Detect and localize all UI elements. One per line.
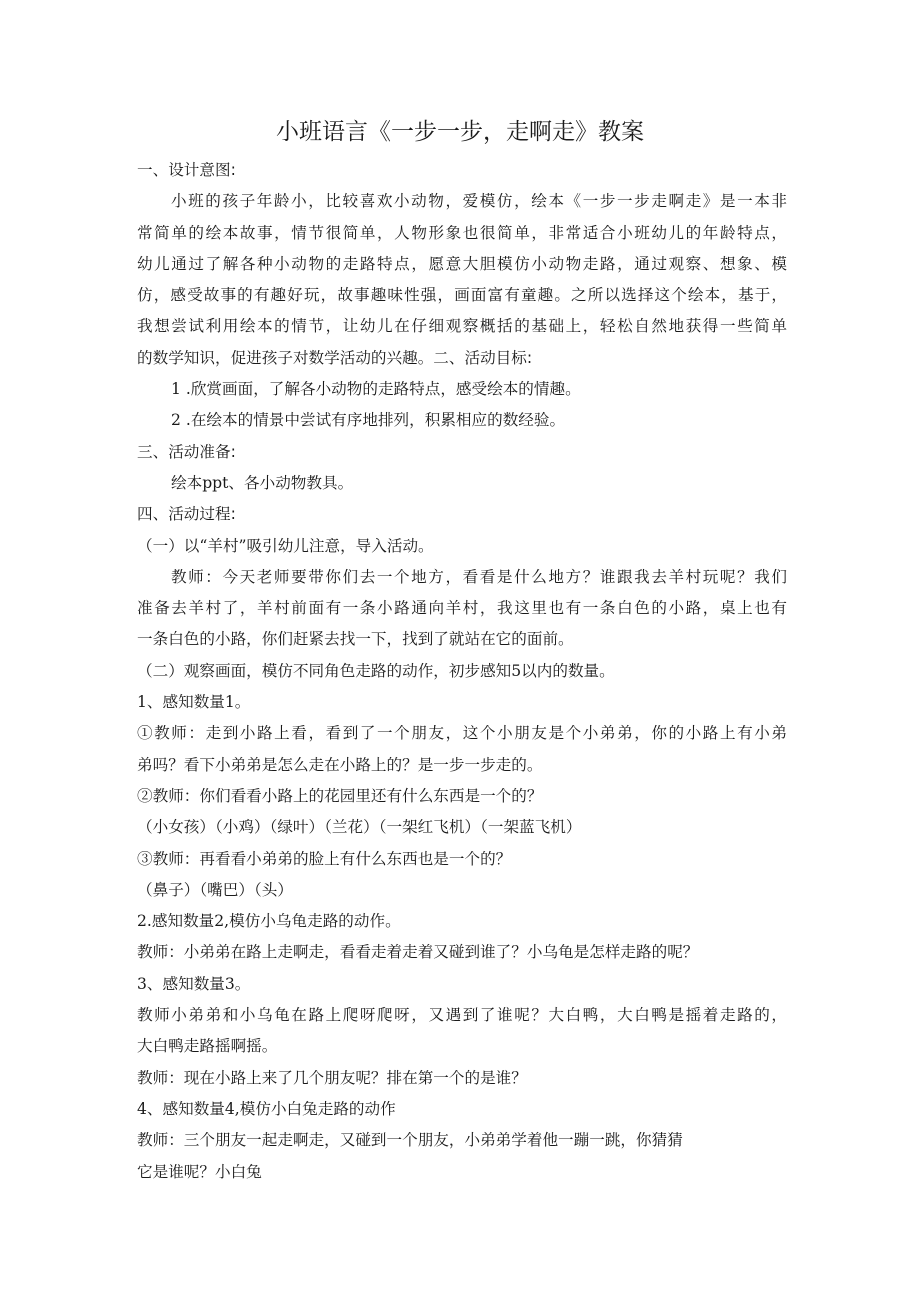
paragraph-line: ①教师：走到小路上看，看到了一个朋友，这个小朋友是个小弟弟，你的小路上有小弟 [137,724,787,743]
paragraph-line: ③教师：再看看小弟弟的脸上有什么东西也是一个的？ [137,849,512,868]
paragraph-line: 小班的孩子年龄小，比较喜欢小动物，爱模仿，绘本《一步一步走啊走》是一本非 [171,192,787,211]
section-heading-goals: 二、活动目标: [433,348,533,367]
section-heading-preparation: 三、活动准备: [137,442,236,461]
paragraph-line: 常简单的绘本故事，情节很简单，人物形象也很简单，非常适合小班幼儿的年龄特点， [137,223,787,242]
paragraph-line: 教师：现在小路上来了几个朋友呢？排在第一个的是谁？ [137,1068,527,1087]
preparation-item: 绘本ppt、各小动物教具。 [171,473,354,492]
goal-item-2: 2 .在绘本的情景中尝试有序地排列，积累相应的数经验。 [171,411,566,430]
paragraph-line: （鼻子）（嘴巴）（头） [137,880,293,899]
paragraph-line: 一条白色的小路，你们赶紧去找一下，找到了就站在它的面前。 [137,630,574,649]
goal-item-1: 1 .欣赏画面，了解各小动物的走路特点，感受绘本的情趣。 [171,380,581,399]
paragraph-line: 仿，感受故事的有趣好玩，故事趣味性强，画面富有童趣。之所以选择这个绘本，基于， [137,286,787,305]
sub-step-2: 2.感知数量2,模仿小乌龟走路的动作。 [137,912,401,931]
section-heading-process: 四、活动过程: [137,505,236,524]
paragraph-line: 弟吗？看下小弟弟是怎么走在小路上的？是一步一步走的。 [137,755,543,774]
process-step-1-title: （一）以“羊村”吸引幼儿注意，导入活动。 [137,536,434,555]
sub-step-3: 3、感知数量3。 [137,974,251,993]
paragraph-line: 教师：今天老师要带你们去一个地方，看看是什么地方？谁跟我去羊村玩呢？我们 [171,567,787,586]
paragraph-line-with-heading [137,343,787,374]
paragraph-line-text: 的数学知识，促进孩子对数学活动的兴趣。 [137,348,434,367]
document-title: 小班语言《一步一步，走啊走》教案 [276,119,644,145]
paragraph-line: 幼儿通过了解各种小动物的走路特点，愿意大胆模仿小动物走路，通过观察、想象、模 [137,254,787,273]
paragraph-line: 教师：三个朋友一起走啊走，又碰到一个朋友，小弟弟学着他一蹦一跳，你猜猜 [137,1131,683,1150]
paragraph-line: 教师：小弟弟在路上走啊走，看看走着走着又碰到谁了？小乌龟是怎样走路的呢？ [137,943,699,962]
sub-step-1: 1、感知数量1。 [137,693,251,712]
process-step-2-title: （二）观察画面，模仿不同角色走路的动作，初步感知5以内的数量。 [137,661,615,680]
paragraph-line: 教师小弟弟和小乌龟在路上爬呀爬呀，又遇到了谁呢？大白鸭，大白鸭是摇着走路的， [137,1006,787,1025]
paragraph-line: ②教师：你们看看小路上的花园里还有什么东西是一个的？ [137,786,543,805]
document-body [137,155,787,1188]
paragraph-line: 它是谁呢？小白兔 [137,1162,262,1181]
section-heading-design: 一、设计意图: [137,161,236,179]
paragraph-line: 我想尝试利用绘本的情节，让幼儿在仔细观察概括的基础上，轻松自然地获得一些简单 [137,317,787,336]
paragraph-line: 大白鸭走路摇啊摇。 [137,1037,278,1056]
paragraph-line: 准备去羊村了，羊村前面有一条小路通向羊村，我这里也有一条白色的小路，桌上也有 [137,599,787,618]
sub-step-4: 4、感知数量4,模仿小白兔走路的动作 [137,1099,396,1118]
paragraph-line: （小女孩）（小鸡）（绿叶）（兰花）（一架红飞机）（一架蓝飞机） [137,818,582,837]
